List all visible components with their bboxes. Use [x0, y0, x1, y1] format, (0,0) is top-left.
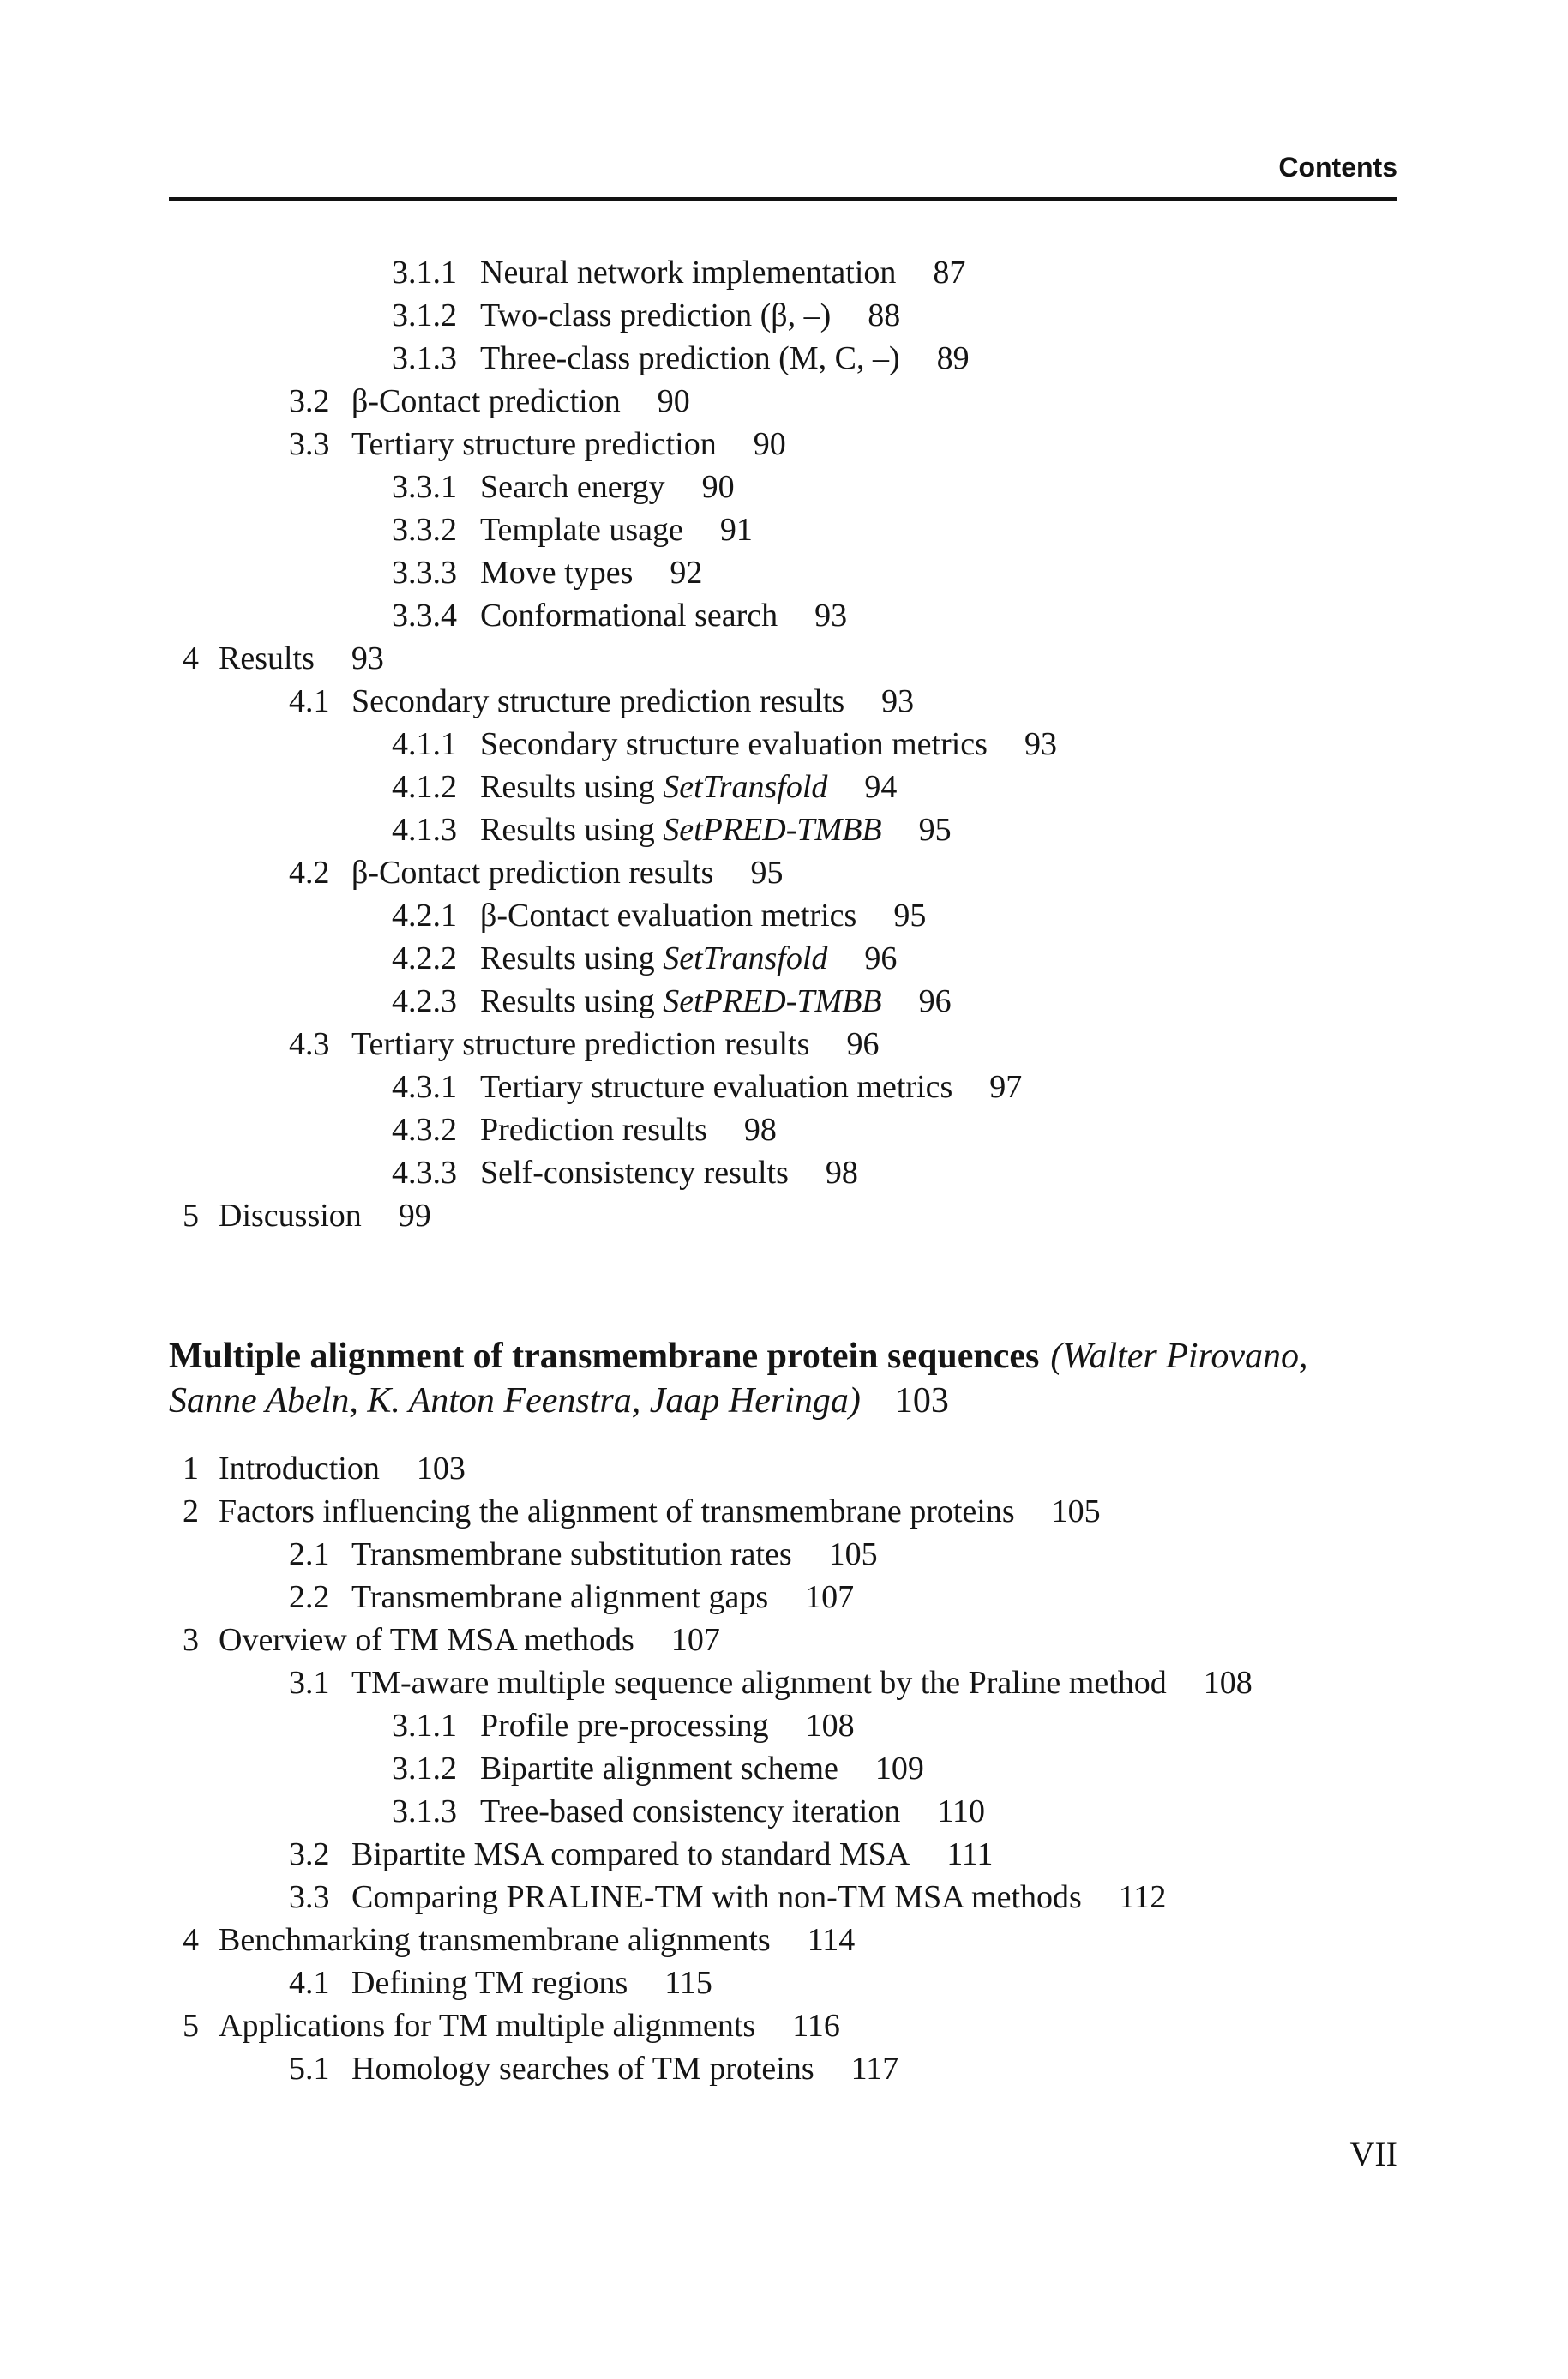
toc-entry-number: 2.2	[289, 1579, 330, 1615]
toc-entry-number: 4.2.1	[392, 898, 457, 934]
toc-entry-title	[480, 1793, 900, 1829]
toc-entry-title-run: Search energy	[480, 469, 665, 505]
toc-entry-title	[480, 555, 633, 591]
toc-entry-number: 3.1.1	[392, 255, 457, 291]
toc-entry	[0, 1790, 1568, 1833]
toc-entry	[0, 1876, 1568, 1919]
chapter-page-number: 103	[894, 1381, 949, 1421]
toc-entry-page: 116	[792, 2008, 840, 2044]
toc-entry-page: 103	[416, 1451, 466, 1487]
toc-entry-title	[219, 640, 315, 676]
toc-entry-number: 3.1.2	[392, 297, 457, 333]
toc-entry-title-run: TM-aware multiple sequence alignment by the Praline method	[351, 1665, 1167, 1701]
chapter-authors-part-1: (Walter Pirovano,	[1050, 1337, 1308, 1376]
toc-entry-number: 4.1	[289, 1965, 330, 2001]
toc-entry-page: 98	[743, 1112, 777, 1148]
toc-entry-title-run: Tertiary structure evaluation metrics	[480, 1069, 953, 1105]
toc-entry-title-run: β-Contact evaluation metrics	[480, 898, 857, 934]
toc-entry-title-run: Results using	[480, 769, 664, 805]
toc-entry	[0, 380, 1568, 423]
toc-entry-title-run: Transmembrane alignment gaps	[351, 1579, 769, 1615]
toc-entry-title	[480, 340, 900, 376]
chapter-heading-line-2	[169, 1379, 1506, 1423]
toc-entry	[0, 1619, 1568, 1661]
toc-entry-title	[480, 983, 882, 1019]
toc-entry-number: 4.3.1	[392, 1069, 457, 1105]
toc-entry-title	[480, 898, 856, 934]
toc-entry	[0, 1490, 1568, 1533]
toc-entry-page: 97	[989, 1069, 1023, 1105]
toc-entry-page: 107	[805, 1579, 855, 1615]
toc-entry-title	[480, 297, 831, 333]
toc-entry-title-run: Prediction results	[480, 1112, 707, 1148]
toc-entry	[0, 808, 1568, 851]
toc-entry-title-run: Homology searches of TM proteins	[351, 2051, 814, 2087]
toc-entry-number: 4.3.3	[392, 1155, 457, 1191]
page-number-folio: VII	[1349, 2135, 1397, 2173]
toc-entry-number: 2.1	[289, 1536, 330, 1572]
toc-entry-number: 4.3	[289, 1026, 330, 1062]
toc-entry	[0, 1661, 1568, 1704]
toc-entry-page: 89	[936, 340, 970, 376]
toc-entry-title-run: Introduction	[219, 1451, 380, 1487]
toc-entry-title-run: Results using	[480, 812, 664, 848]
toc-entry	[0, 1576, 1568, 1619]
toc-entry-number: 3.3.3	[392, 555, 457, 591]
toc-entry	[0, 594, 1568, 637]
toc-entry-title-run: Overview of TM MSA methods	[219, 1622, 634, 1658]
toc-entry-number: 3	[183, 1622, 199, 1658]
toc-entry-number: 4.1.1	[392, 726, 457, 762]
toc-entry-title	[351, 1665, 1167, 1701]
toc-entry-page: 96	[864, 940, 898, 976]
toc-entry-title-run: Tree-based consistency iteration	[480, 1793, 901, 1829]
toc-entry	[0, 1961, 1568, 2004]
toc-entry-page: 95	[893, 898, 927, 934]
toc-entry-title-run: Profile pre-processing	[480, 1708, 769, 1744]
toc-entry-title-run: Secondary structure evaluation metrics	[480, 726, 988, 762]
toc-entry-title-run: Comparing PRALINE-TM with non-TM MSA methods	[351, 1879, 1082, 1915]
toc-section-continued	[0, 251, 1568, 1237]
toc-entry-title-run: Transmembrane substitution rates	[351, 1536, 792, 1572]
toc-entry-title-run: Defining TM regions	[351, 1965, 628, 2001]
toc-entry-title-run: Results	[219, 640, 315, 676]
toc-entry-number: 5	[183, 2008, 199, 2044]
toc-entry-page: 114	[807, 1922, 856, 1958]
toc-entry-page: 93	[814, 598, 848, 634]
toc-entry-page: 108	[1203, 1665, 1253, 1701]
toc-entry	[0, 680, 1568, 723]
toc-entry	[0, 1066, 1568, 1108]
toc-entry-number: 3.3	[289, 1879, 330, 1915]
toc-entry-title	[351, 383, 621, 419]
toc-entry	[0, 894, 1568, 937]
toc-entry-number: 5	[183, 1198, 199, 1234]
toc-entry-number: 4.1	[289, 683, 330, 719]
toc-entry	[0, 294, 1568, 337]
toc-entry-title	[480, 1155, 789, 1191]
toc-entry-number: 4.2.2	[392, 940, 457, 976]
toc-entry-title-run: Bipartite alignment scheme	[480, 1751, 838, 1787]
toc-entry	[0, 1447, 1568, 1490]
toc-entry-title-run: Bipartite MSA compared to standard MSA	[351, 1836, 910, 1872]
toc-entry	[0, 1533, 1568, 1576]
toc-entry-title-run: Benchmarking transmembrane alignments	[219, 1922, 771, 1958]
chapter-authors-part-2: Sanne Abeln, K. Anton Feenstra, Jaap Heringa)	[169, 1381, 861, 1421]
toc-entry-title-italic-run: SetTransfold	[663, 940, 828, 976]
toc-entry-title	[480, 512, 683, 548]
toc-entry-title	[480, 598, 778, 634]
toc-entry-title-run: Applications for TM multiple alignments	[219, 2008, 756, 2044]
toc-entry-title-run: Neural network implementation	[480, 255, 897, 291]
toc-entry-page: 95	[918, 812, 952, 848]
toc-entry-title-run: Discussion	[219, 1198, 362, 1234]
toc-entry-title	[351, 855, 713, 891]
toc-entry-title	[480, 812, 882, 848]
toc-entry-number: 4.1.2	[392, 769, 457, 805]
toc-entry-title	[219, 1451, 380, 1487]
toc-entry-number: 4.1.3	[392, 812, 457, 848]
toc-entry	[0, 1747, 1568, 1790]
toc-entry	[0, 2004, 1568, 2047]
toc-entry-page: 112	[1118, 1879, 1167, 1915]
toc-entry	[0, 766, 1568, 808]
toc-entry	[0, 1151, 1568, 1194]
toc-entry-page: 115	[664, 1965, 712, 2001]
toc-entry-title-italic-run: SetPRED-TMBB	[663, 983, 882, 1019]
toc-entry-title-run: Tertiary structure prediction	[351, 426, 717, 462]
toc-entry-page: 99	[398, 1198, 431, 1234]
toc-entry-title-run: β-Contact prediction results	[351, 855, 714, 891]
toc-entry-title	[480, 769, 827, 805]
toc-entry-title-run: Factors influencing the alignment of transmembrane proteins	[219, 1493, 1015, 1529]
toc-entry-number: 3.3.1	[392, 469, 457, 505]
toc-entry-title	[351, 1536, 792, 1572]
toc-entry	[0, 2047, 1568, 2090]
toc-entry-title	[351, 426, 717, 462]
toc-entry	[0, 937, 1568, 980]
toc-entry-page: 95	[750, 855, 784, 891]
toc-entry-title	[351, 1965, 628, 2001]
toc-entry-number: 3.1.2	[392, 1751, 457, 1787]
toc-entry-title-run: Secondary structure prediction results	[351, 683, 845, 719]
toc-entry-number: 3.2	[289, 383, 330, 419]
toc-entry-number: 1	[183, 1451, 199, 1487]
toc-entry	[0, 251, 1568, 294]
toc-entry-title	[351, 1579, 768, 1615]
toc-entry	[0, 1023, 1568, 1066]
toc-entry-page: 93	[1024, 726, 1057, 762]
toc-entry-page: 96	[846, 1026, 880, 1062]
header-rule	[169, 197, 1397, 201]
toc-entry-title	[219, 1198, 362, 1234]
toc-entry-page: 109	[874, 1751, 924, 1787]
toc-entry-page: 111	[946, 1836, 994, 1872]
chapter-heading	[169, 1334, 1506, 1423]
toc-entry	[0, 637, 1568, 680]
toc-entry	[0, 980, 1568, 1023]
toc-entry-title-run: Move types	[480, 555, 634, 591]
toc-entry-title	[480, 469, 665, 505]
toc-entry-page: 105	[828, 1536, 878, 1572]
toc-entry-number: 3.1	[289, 1665, 330, 1701]
toc-entry-number: 3.1.3	[392, 1793, 457, 1829]
toc-entry-title	[351, 1879, 1082, 1915]
toc-entry-title	[480, 940, 827, 976]
toc-entry-title-run: Template usage	[480, 512, 683, 548]
toc-entry-number: 4.3.2	[392, 1112, 457, 1148]
toc-entry	[0, 1108, 1568, 1151]
toc-entry-number: 4.2	[289, 855, 330, 891]
toc-section-chapter	[0, 1447, 1568, 2090]
toc-entry-title	[219, 2008, 755, 2044]
toc-entry-title	[351, 2051, 814, 2087]
toc-entry-number: 3.2	[289, 1836, 330, 1872]
toc-entry-title	[351, 1026, 809, 1062]
toc-entry	[0, 551, 1568, 594]
toc-entry-title	[219, 1493, 1015, 1529]
toc-entry	[0, 723, 1568, 766]
toc-entry-number: 3.3.4	[392, 598, 457, 634]
toc-entry	[0, 508, 1568, 551]
toc-entry-number: 3.1.1	[392, 1708, 457, 1744]
toc-entry-title	[480, 1751, 838, 1787]
toc-entry-number: 3.1.3	[392, 340, 457, 376]
toc-entry	[0, 851, 1568, 894]
toc-entry-page: 87	[933, 255, 966, 291]
toc-entry-title-italic-run: SetTransfold	[663, 769, 828, 805]
toc-entry-page: 94	[864, 769, 898, 805]
toc-entry-title-run: Tertiary structure prediction results	[351, 1026, 810, 1062]
toc-entry-page: 105	[1051, 1493, 1101, 1529]
toc-entry-title-run: Two-class prediction (β, –)	[480, 297, 832, 333]
toc-entry-page: 91	[719, 512, 753, 548]
toc-entry-page: 88	[868, 297, 901, 333]
toc-entry	[0, 423, 1568, 466]
toc-entry-title-run: Self-consistency results	[480, 1155, 789, 1191]
toc-entry	[0, 1833, 1568, 1876]
toc-entry-title	[480, 726, 988, 762]
toc-entry-title-run: Results using	[480, 983, 664, 1019]
toc-entry-title-run: Results using	[480, 940, 664, 976]
toc-entry-page: 107	[670, 1622, 720, 1658]
toc-entry-number: 5.1	[289, 2051, 330, 2087]
toc-entry-title	[219, 1922, 771, 1958]
toc-entry-title	[351, 683, 844, 719]
chapter-title: Multiple alignment of transmembrane protein sequences	[169, 1337, 1040, 1376]
toc-entry	[0, 1704, 1568, 1747]
chapter-heading-line-1	[169, 1334, 1506, 1379]
toc-entry-title-run: Three-class prediction (M, C, –)	[480, 340, 900, 376]
toc-entry-title	[480, 1708, 769, 1744]
toc-entry	[0, 1194, 1568, 1237]
toc-entry-number: 4	[183, 640, 199, 676]
toc-entry-title-run: Conformational search	[480, 598, 778, 634]
toc-entry-title	[480, 255, 896, 291]
toc-entry	[0, 1919, 1568, 1961]
toc-entry	[0, 337, 1568, 380]
toc-entry-page: 93	[351, 640, 384, 676]
toc-entry-number: 3.3.2	[392, 512, 457, 548]
toc-entry-title	[219, 1622, 634, 1658]
toc-entry-title	[351, 1836, 910, 1872]
toc-entry-page: 110	[937, 1793, 985, 1829]
toc-entry-title	[480, 1069, 952, 1105]
toc-entry-title-run: β-Contact prediction	[351, 383, 621, 419]
toc-entry-page: 93	[881, 683, 915, 719]
toc-entry-page: 90	[701, 469, 735, 505]
toc-entry-title	[480, 1112, 707, 1148]
toc-entry-number: 4.2.3	[392, 983, 457, 1019]
toc-entry-title-italic-run: SetPRED-TMBB	[663, 812, 882, 848]
toc-entry-page: 108	[805, 1708, 855, 1744]
toc-entry-number: 4	[183, 1922, 199, 1958]
toc-entry-page: 90	[753, 426, 786, 462]
toc-entry-number: 3.3	[289, 426, 330, 462]
toc-entry-page: 117	[850, 2051, 899, 2087]
toc-entry-page: 98	[825, 1155, 858, 1191]
toc-entry-page: 90	[657, 383, 690, 419]
toc-entry-page: 92	[670, 555, 703, 591]
toc-entry-number: 2	[183, 1493, 199, 1529]
toc-entry-page: 96	[918, 983, 952, 1019]
running-head-title: Contents	[1278, 152, 1397, 183]
toc-entry	[0, 466, 1568, 508]
